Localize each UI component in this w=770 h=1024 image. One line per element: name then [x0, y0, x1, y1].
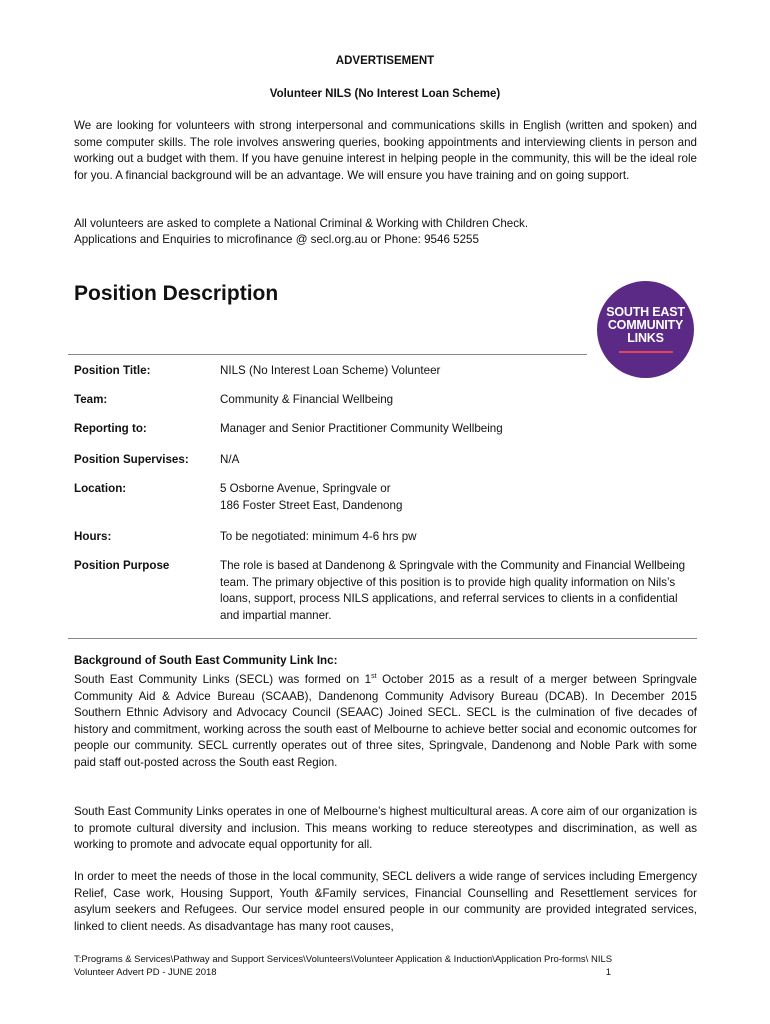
- position-description-heading: Position Description: [74, 282, 279, 305]
- logo-line-1: SOUTH EAST: [606, 305, 685, 319]
- row-label: Team:: [74, 393, 108, 406]
- footer-doc-name: Volunteer Advert PD - JUNE 2018: [74, 967, 217, 978]
- row-value: To be negotiated: minimum 4-6 hrs pw: [220, 530, 417, 543]
- logo-accent-bar: [619, 351, 673, 353]
- row-label: Location:: [74, 482, 127, 495]
- page-footer: [74, 953, 697, 979]
- background-paragraph-3: In order to meet the needs of those in the local community, SECL delivers a wide range of services including Emergency Relief, Case work, Housing Support, Youth &Family services, Financial Counselling and Resettlement services for asylum seekers and Refugees. Our service model ensured people in our community are provided integrated services, linked to client needs. As disadvantage has many root causes,: [74, 870, 697, 933]
- advert-title: ADVERTISEMENT: [335, 55, 435, 67]
- ordinal-suffix: st: [371, 673, 377, 681]
- logo-line-3: LINKS: [627, 331, 664, 345]
- row-value-line-2: 186 Foster Street East, Dandenong: [220, 498, 403, 512]
- row-value: The role is based at Dandenong & Springvale with the Community and Financial Wellbeing team. The primary objective of this position is to provide high quality information on Nils’s loans, support, process NILS applications, and referral services to clients in a confidential and impartial manner.: [220, 559, 686, 622]
- advert-contact: Applications and Enquiries to microfinance @ secl.org.au or Phone: 9546 5255: [74, 233, 479, 246]
- row-value: Manager and Senior Practitioner Community Wellbeing: [220, 422, 503, 435]
- background-paragraph-1: [74, 672, 697, 771]
- background-p1-rest: October 2015 as a result of a merger between Springvale Community Aid & Advice Bureau (SCAAB), Dandenong Community Advisory Bureau (DCAB). In December 2015 Southern Ethnic Advisory and Advocacy Council (SEAAC) Joined SECL. SECL is the culmination of five decades of history and commitment, working across the south east of Melbourne to achieve better social and economic outcomes for people our community. SECL currently operates out of three sites, Springvale, Dandenong and Noble Park with some paid staff out-posted across the South east Region.: [74, 673, 697, 769]
- background-heading: Background of South East Community Link Inc:: [74, 654, 338, 667]
- row-value: N/A: [220, 453, 240, 466]
- bottom-divider: [68, 638, 697, 639]
- row-value: Community & Financial Wellbeing: [220, 393, 394, 406]
- page-number: 1: [605, 967, 611, 978]
- row-label: Reporting to:: [74, 422, 147, 435]
- background-paragraph-2: South East Community Links operates in one of Melbourne’s highest multicultural areas. A core aim of our organization is to promote cultural diversity and inclusion. This means working to reduce stereotypes and discrimination, as well as working to promote and advocate equal opportunity for all.: [74, 805, 697, 851]
- row-label: Position Title:: [74, 364, 151, 377]
- row-label: Position Purpose: [74, 559, 170, 572]
- background-p1-start: South East Community Links (SECL) was formed on 1: [74, 673, 372, 686]
- advert-intro: We are looking for volunteers with strong interpersonal and communications skills in English (written and spoken) and some computer skills. The role involves answering queries, booking appointments and interviewing clients in person and working out a budget with them. If you have genuine interest in helping people in the community, this will be the ideal role for you. A financial background will be an advantage. We will ensure you have training and on going support.: [74, 119, 697, 182]
- advert-subtitle: Volunteer NILS (No Interest Loan Scheme): [269, 88, 501, 100]
- footer-file-path: T:Programs & Services\Pathway and Support Services\Volunteers\Volunteer Application & Induction\Application Pro-forms\ NILS: [74, 954, 613, 965]
- row-label: Position Supervises:: [74, 453, 189, 466]
- row-value: 5 Osborne Avenue, Springvale or: [220, 482, 391, 495]
- advert-checks: All volunteers are asked to complete a National Criminal & Working with Children Check.: [74, 217, 529, 230]
- logo-line-2: COMMUNITY: [607, 318, 684, 332]
- top-divider: [68, 354, 587, 355]
- row-label: Hours:: [74, 530, 112, 543]
- row-value: NILS (No Interest Loan Scheme) Volunteer: [220, 364, 441, 377]
